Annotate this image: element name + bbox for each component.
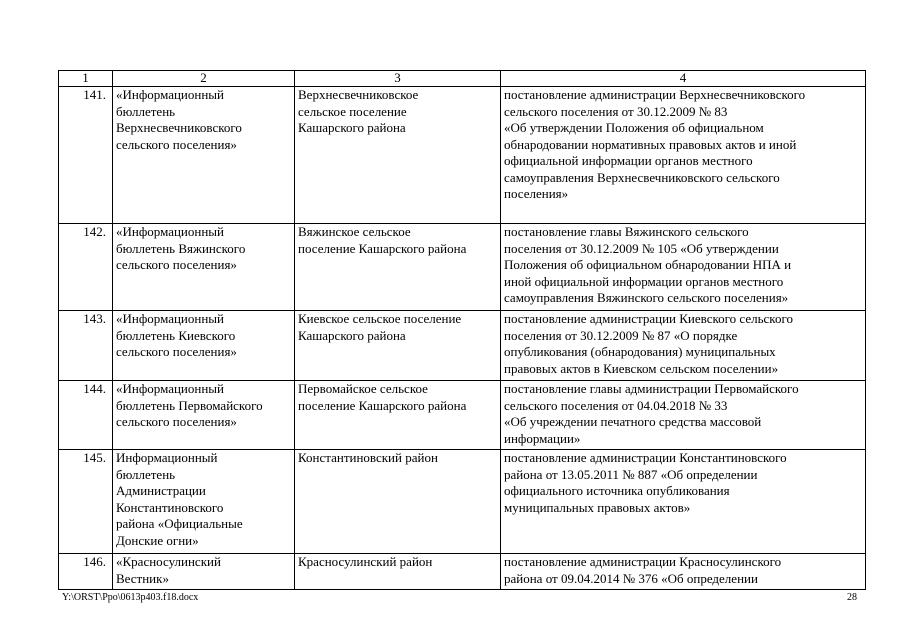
legal-act: постановление администрации Верхнесвечниковского сельского поселения от 30.12.2009 № 83 «Об утверждении Положения об официальном обнародовании нормативных правовых актов и иной официальной информации органов местного самоуправления Верхнесвечниковского сельского поселения» [501,87,866,224]
document-table [58,70,866,590]
row-number: 146. [59,554,113,590]
publication-name: «Информационный бюллетень Верхнесвечниковского сельского поселения» [113,87,295,224]
page-number: 28 [847,592,857,603]
publication-name: «Информационный бюллетень Первомайского сельского поселения» [113,381,295,450]
footer-file-path: Y:\ORST\Ppo\0613p403.f18.docx [62,592,199,603]
publication-name: «Красносулинский Вестник» [113,554,295,590]
publication-name: «Информационный бюллетень Вяжинского сельского поселения» [113,224,295,311]
row-number: 141. [59,87,113,224]
table-row [59,554,866,590]
publication-name: «Информационный бюллетень Киевского сельского поселения» [113,311,295,381]
municipality: Красносулинский район [295,554,501,590]
legal-act: постановление главы администрации Первомайского сельского поселения от 04.04.2018 № 33 «Об учреждении печатного средства массовой информации» [501,381,866,450]
legal-act: постановление администрации Киевского сельского поселения от 30.12.2009 № 87 «О порядке опубликования (обнародования) муниципальных правовых актов в Киевском сельском поселении» [501,311,866,381]
column-header: 3 [295,71,501,87]
legal-act: постановление администрации Константиновского района от 13.05.2011 № 887 «Об определении официального источника опубликования муниципальных правовых актов» [501,450,866,554]
legal-act: постановление главы Вяжинского сельского поселения от 30.12.2009 № 105 «Об утверждении Положения об официальном обнародовании НПА и иной официальной информации органов местного самоуправления Вяжинского сельского поселения» [501,224,866,311]
legal-act: постановление администрации Красносулинского района от 09.04.2014 № 376 «Об определении [501,554,866,590]
row-number: 143. [59,311,113,381]
column-header: 2 [113,71,295,87]
municipality: Первомайское сельское поселение Кашарского района [295,381,501,450]
municipality: Верхнесвечниковское сельское поселение Кашарского района [295,87,501,224]
municipality: Киевское сельское поселение Кашарского района [295,311,501,381]
header-row [59,71,866,87]
municipality: Вяжинское сельское поселение Кашарского района [295,224,501,311]
table-row [59,450,866,554]
municipality: Константиновский район [295,450,501,554]
table-row [59,311,866,381]
row-number: 144. [59,381,113,450]
row-number: 142. [59,224,113,311]
publication-name: Информационный бюллетень Администрации Константиновского района «Официальные Донские огни» [113,450,295,554]
column-header: 1 [59,71,113,87]
table-row [59,87,866,224]
row-number: 145. [59,450,113,554]
table-row [59,381,866,450]
column-header: 4 [501,71,866,87]
table-row [59,224,866,311]
